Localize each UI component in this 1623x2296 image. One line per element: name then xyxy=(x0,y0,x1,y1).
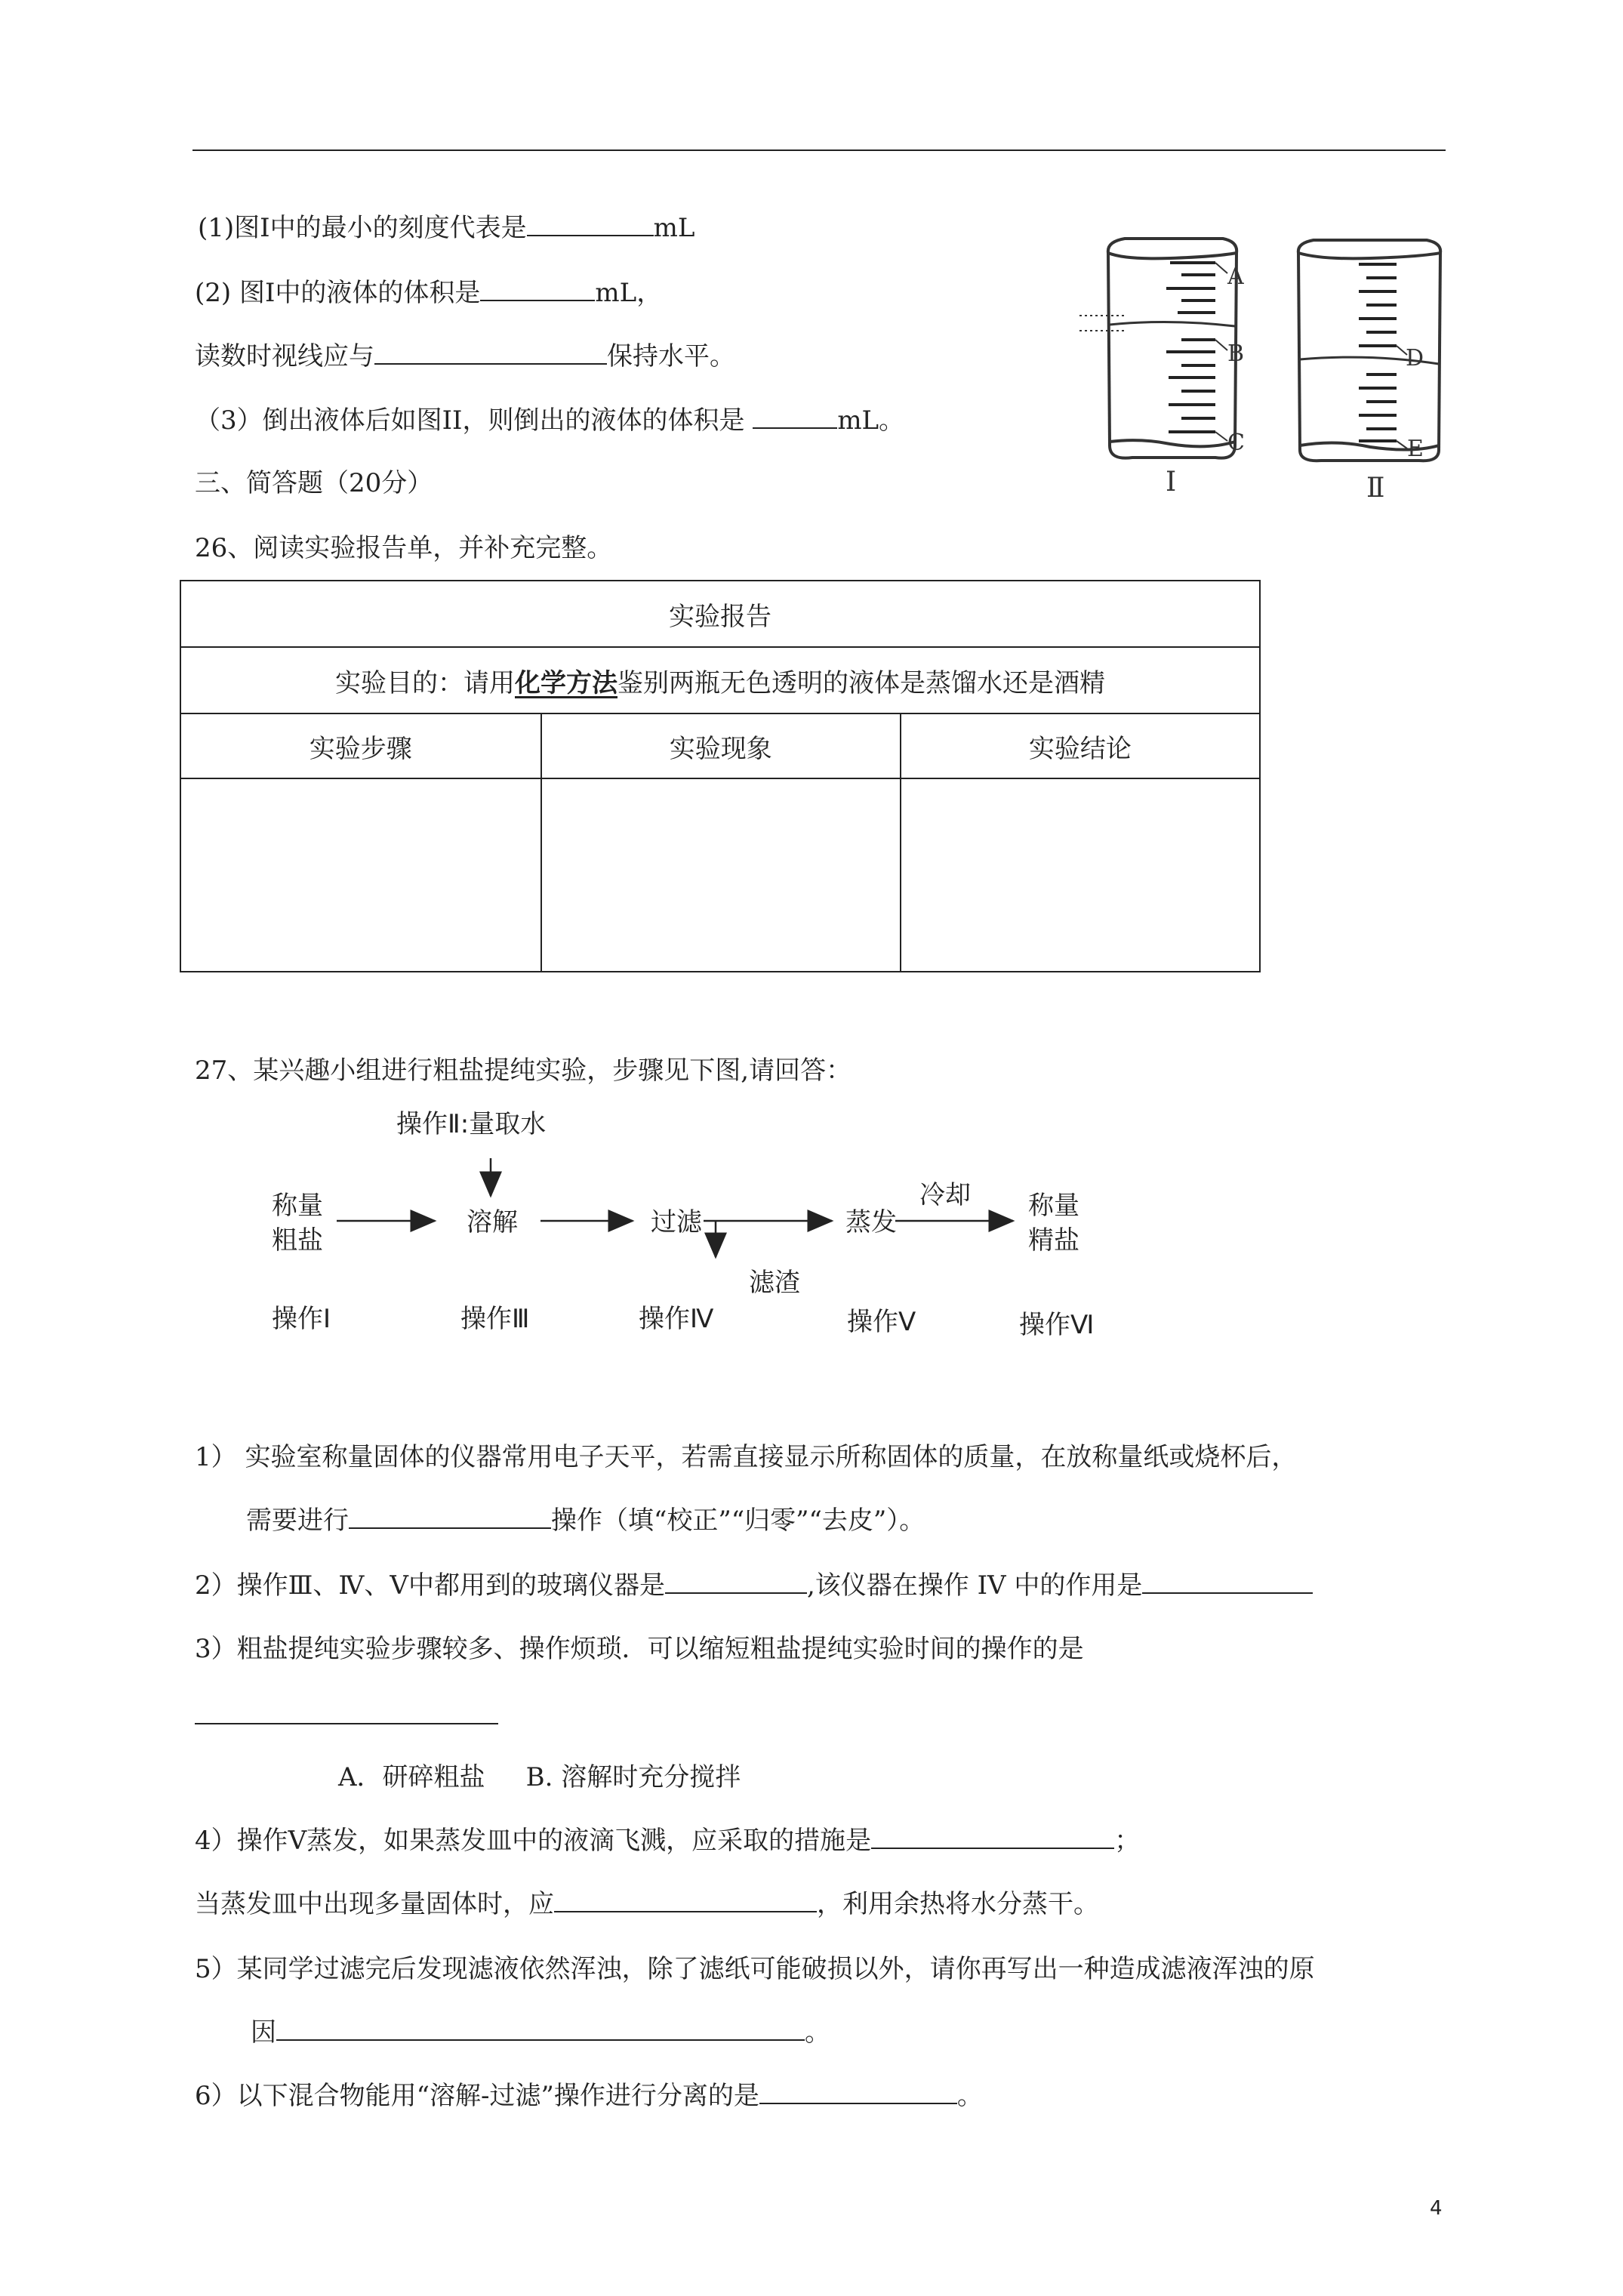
answer-blank[interactable] xyxy=(480,277,595,301)
op-6-label: 操作Ⅵ xyxy=(1019,1310,1095,1340)
q27-s6-suffix: 。 xyxy=(956,2081,983,2111)
q25-part2 xyxy=(195,276,662,310)
caption-1: Ⅰ xyxy=(1166,467,1177,498)
q27-s4 xyxy=(195,1824,1140,1857)
answer-blank[interactable] xyxy=(527,212,654,236)
cylinder-1-wall xyxy=(1108,253,1110,445)
node-dissolve: 溶解 xyxy=(467,1207,518,1237)
answer-blank[interactable] xyxy=(759,2080,957,2104)
q25-part2-line2 xyxy=(195,340,735,373)
node-evaporate: 蒸发 xyxy=(845,1207,897,1237)
top-operation: 操作Ⅱ:量取水 xyxy=(396,1109,547,1139)
label-e: E xyxy=(1407,436,1424,462)
q25-part2-line2-text: 读数时视线应与 xyxy=(195,341,374,371)
label-a: A xyxy=(1227,264,1244,290)
col-header-conclusion: 实验结论 xyxy=(901,713,1260,778)
node-weigh-fine-2: 精盐 xyxy=(1028,1225,1079,1256)
q25-part3-text: （3）倒出液体后如图II，则倒出的液体的体积是 xyxy=(195,405,753,436)
answer-cell-conclusion[interactable] xyxy=(901,778,1260,972)
q27-s3-options: A．研碎粗盐 B. 溶解时充分搅拌 xyxy=(338,1762,741,1792)
label-d: D xyxy=(1406,345,1424,371)
q27-s2-middle: ,该仪器在操作 IV 中的作用是 xyxy=(806,1570,1143,1601)
cylinder-2-wall xyxy=(1298,253,1300,450)
unit-label: mL xyxy=(653,213,695,243)
node-weigh-crude-1: 称量 xyxy=(272,1191,323,1221)
node-residue: 滤渣 xyxy=(749,1268,800,1298)
node-weigh-fine-1: 称量 xyxy=(1028,1191,1079,1221)
q27-s2 xyxy=(195,1569,1313,1602)
q27-s5-line1: 5）某同学过滤完后发现滤液依然浑浊，除了滤纸可能破损以外，请你再写出一种造成滤液浑浊的原 xyxy=(195,1954,1315,1984)
node-filter: 过滤 xyxy=(651,1207,702,1237)
col-header-phenomena: 实验现象 xyxy=(541,713,901,778)
q25-part1 xyxy=(198,211,694,245)
q27-s1-prefix: 需要进行 xyxy=(246,1505,349,1536)
answer-blank[interactable] xyxy=(1142,1570,1313,1594)
unit-label: mL， xyxy=(595,278,663,308)
label-c: C xyxy=(1227,430,1245,456)
header-rule xyxy=(192,149,1446,151)
q25-part2-line2-tail: 保持水平。 xyxy=(607,341,735,371)
q27-s2-prefix: 2）操作Ⅲ、Ⅳ、Ⅴ中都用到的玻璃仪器是 xyxy=(195,1570,665,1601)
op-3-label: 操作Ⅲ xyxy=(460,1304,530,1334)
op-5-label: 操作Ⅴ xyxy=(847,1307,916,1337)
q27-s1-line2 xyxy=(246,1504,925,1537)
answer-blank[interactable] xyxy=(665,1570,807,1594)
answer-blank[interactable] xyxy=(374,341,607,365)
label-cool: 冷却 xyxy=(919,1180,971,1210)
section-3-heading: 三、简答题（20分） xyxy=(195,468,433,498)
q27-s6-prefix: 6）以下混合物能用“溶解-过滤”操作进行分离的是 xyxy=(195,2081,759,2111)
q27-s4b-prefix: 当蒸发皿中出现多量固体时，应 xyxy=(195,1889,554,1919)
q27-s5-line2 xyxy=(251,2016,830,2049)
op-4-label: 操作Ⅳ xyxy=(639,1304,714,1334)
answer-blank[interactable] xyxy=(554,1888,817,1912)
answer-cell-phenomena[interactable] xyxy=(541,778,901,972)
q26-intro: 26、阅读实验报告单，并补充完整。 xyxy=(195,533,613,563)
q27-s4-prefix: 4）操作Ⅴ蒸发，如果蒸发皿中的液滴飞溅，应采取的措施是 xyxy=(195,1826,872,1856)
purpose-suffix: 鉴别两瓶无色透明的液体是蒸馏水还是酒精 xyxy=(617,667,1105,698)
col-header-steps: 实验步骤 xyxy=(180,713,541,778)
q25-part3 xyxy=(195,404,904,437)
unit-label: mL。 xyxy=(837,405,905,436)
answer-blank[interactable] xyxy=(276,2017,805,2041)
answer-blank[interactable] xyxy=(349,1505,551,1529)
op-1-label: 操作Ⅰ xyxy=(272,1304,331,1334)
answer-blank[interactable] xyxy=(871,1825,1114,1849)
answer-blank[interactable] xyxy=(195,1723,498,1724)
q27-s1-line1: 1） 实验室称量固体的仪器常用电子天平，若需直接显示所称固体的质量，在放称量纸或烧杯后， xyxy=(195,1442,1298,1472)
label-b: B xyxy=(1227,341,1245,367)
q27-intro: 27、某兴趣小组进行粗盐提纯实验，步骤见下图,请回答： xyxy=(195,1056,852,1086)
q27-s3: 3）粗盐提纯实验步骤较多、操作烦琐．可以缩短粗盐提纯实验时间的操作的是 xyxy=(195,1634,1084,1664)
page-number: 4 xyxy=(1430,2197,1443,2220)
q25-part1-text: (1)图Ⅰ中的最小的刻度代表是 xyxy=(198,213,527,243)
q27-s5-prefix: 因 xyxy=(251,2017,276,2048)
q25-part2-text: (2) 图Ⅰ中的液体的体积是 xyxy=(195,278,481,308)
report-purpose xyxy=(180,647,1260,713)
experiment-report-table xyxy=(180,580,1261,972)
answer-blank[interactable] xyxy=(753,405,837,429)
q27-s4b-suffix: ，利用余热将水分蒸干。 xyxy=(817,1889,1099,1919)
purpose-emphasis: 化学方法 xyxy=(515,667,617,698)
answer-cell-steps[interactable] xyxy=(180,778,541,972)
purpose-prefix: 实验目的：请用 xyxy=(335,667,515,698)
salt-purification-flow xyxy=(257,1102,1147,1344)
cylinder-1-rim xyxy=(1108,239,1236,253)
report-title: 实验报告 xyxy=(180,581,1260,647)
q27-s4b xyxy=(195,1888,1099,1921)
q27-s1-suffix: 操作（填“校正”“归零”“去皮”）。 xyxy=(551,1505,925,1536)
q27-s5-suffix: 。 xyxy=(805,2017,830,2048)
caption-2: Ⅱ xyxy=(1366,473,1385,504)
node-weigh-crude-2: 粗盐 xyxy=(272,1225,323,1256)
cylinder-figure xyxy=(1079,227,1487,513)
q27-s4-suffix: ； xyxy=(1114,1826,1141,1856)
q27-s6 xyxy=(195,2079,983,2113)
